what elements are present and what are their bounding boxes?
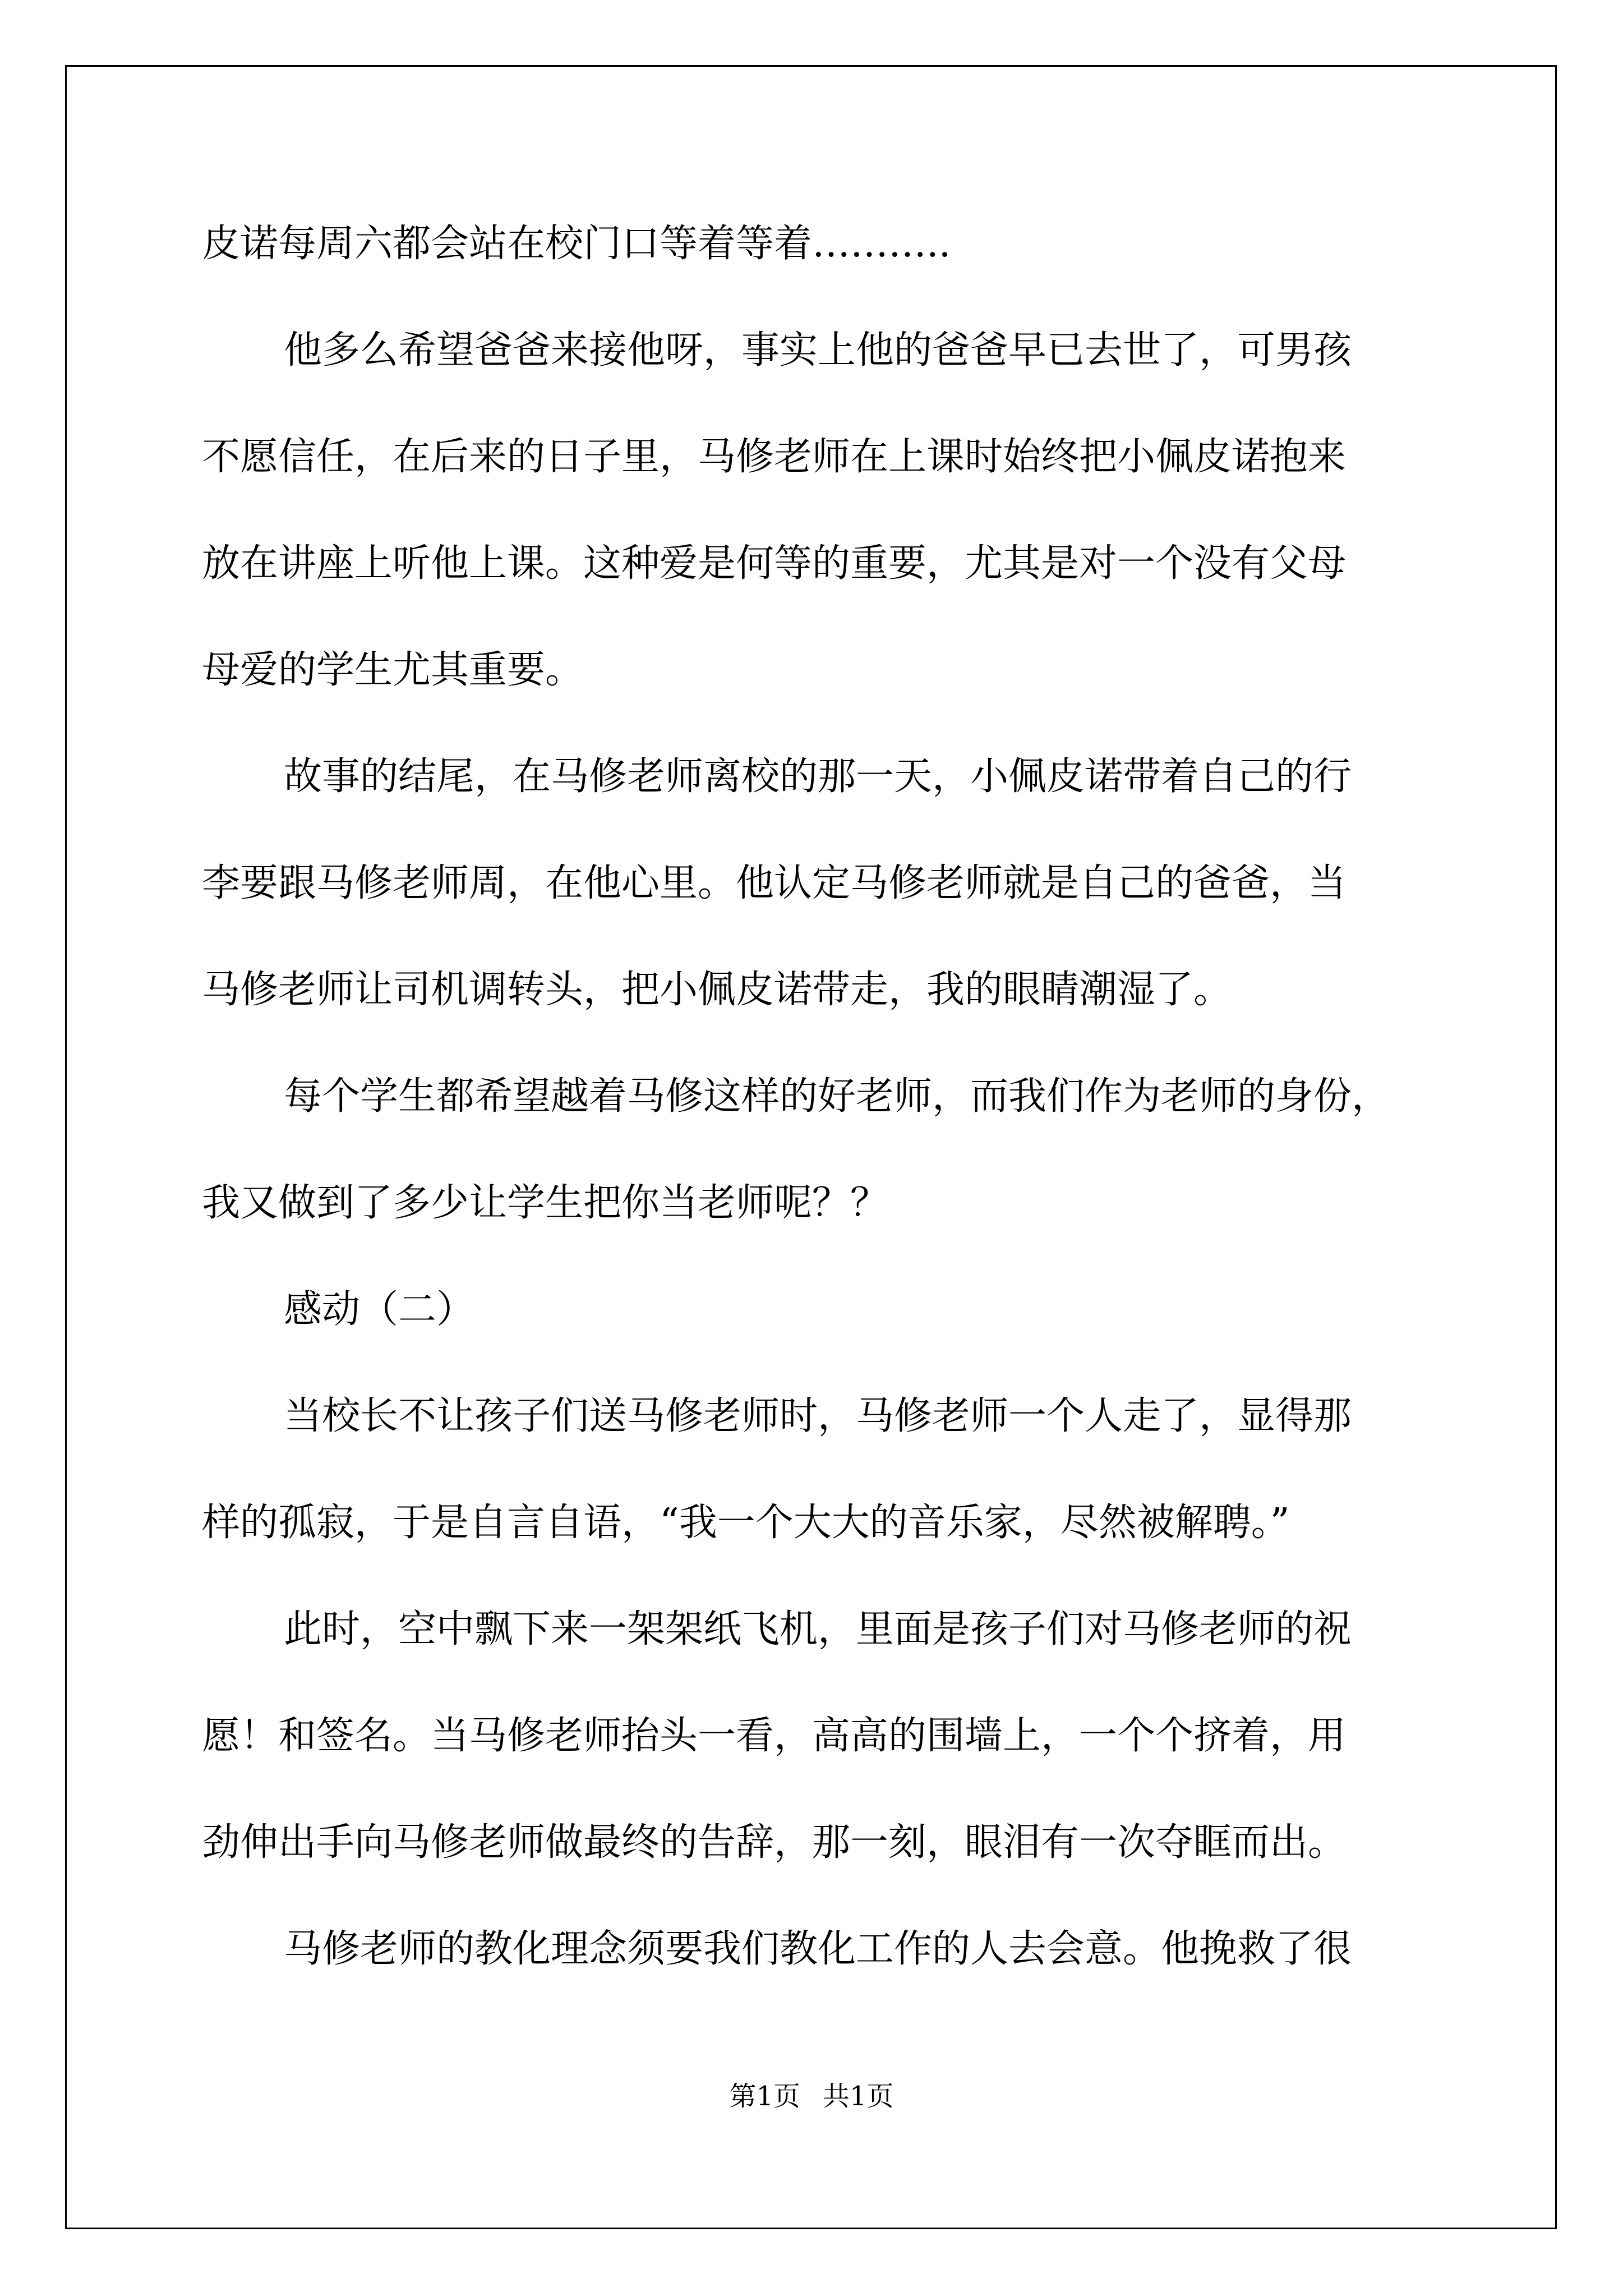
total-pages: 共1页 [823, 2081, 894, 2112]
paragraph-line: 马修老师的教化理念须要我们教化工作的人去会意。他挽救了很 [284, 1927, 1352, 1971]
paragraph-line: 此时，空中飘下来一架架纸飞机，里面是孩子们对马修老师的祝 [284, 1607, 1352, 1651]
text-line: 样的孤寂，于是自言自语，“我一个大大的音乐家，尽然被解聘。” [202, 1501, 1290, 1545]
page-frame [65, 65, 1557, 2229]
text-line: 愿！和签名。当马修老师抬头一看，高高的围墙上，一个个挤着，用 [202, 1714, 1347, 1758]
page-number: 第1页 [729, 2081, 800, 2112]
paragraph-line: 每个学生都希望越着马修这样的好老师，而我们作为老师的身份， [284, 1074, 1390, 1119]
text-line: 皮诺每周六都会站在校门口等着等着……….. [202, 222, 951, 266]
text-line: 母爱的学生尤其重要。 [202, 648, 584, 692]
text-line: 劲伸出手向马修老师做最终的告辞，那一刻，眼泪有一次夺眶而出。 [202, 1820, 1347, 1865]
paragraph-line: 故事的结尾，在马修老师离校的那一天，小佩皮诺带着自己的行 [284, 754, 1352, 799]
paragraph-line: 当校长不让孩子们送马修老师时，马修老师一个人走了，显得那 [284, 1394, 1352, 1438]
section-heading: 感动（二） [284, 1287, 475, 1332]
paragraph-line: 他多么希望爸爸来接他呀，事实上他的爸爸早已去世了，可男孩 [284, 328, 1352, 372]
text-line: 我又做到了多少让学生把你当老师呢？？ [202, 1181, 889, 1225]
text-line: 李要跟马修老师周，在他心里。他认定马修老师就是自己的爸爸，当 [202, 861, 1347, 905]
text-line: 马修老师让司机调转头，把小佩皮诺带走，我的眼睛潮湿了。 [202, 968, 1232, 1012]
page-footer [0, 2074, 1623, 2113]
text-line: 不愿信任，在后来的日子里，马修老师在上课时始终把小佩皮诺抱来 [202, 435, 1347, 479]
text-line: 放在讲座上听他上课。这种爱是何等的重要，尤其是对一个没有父母 [202, 541, 1347, 586]
